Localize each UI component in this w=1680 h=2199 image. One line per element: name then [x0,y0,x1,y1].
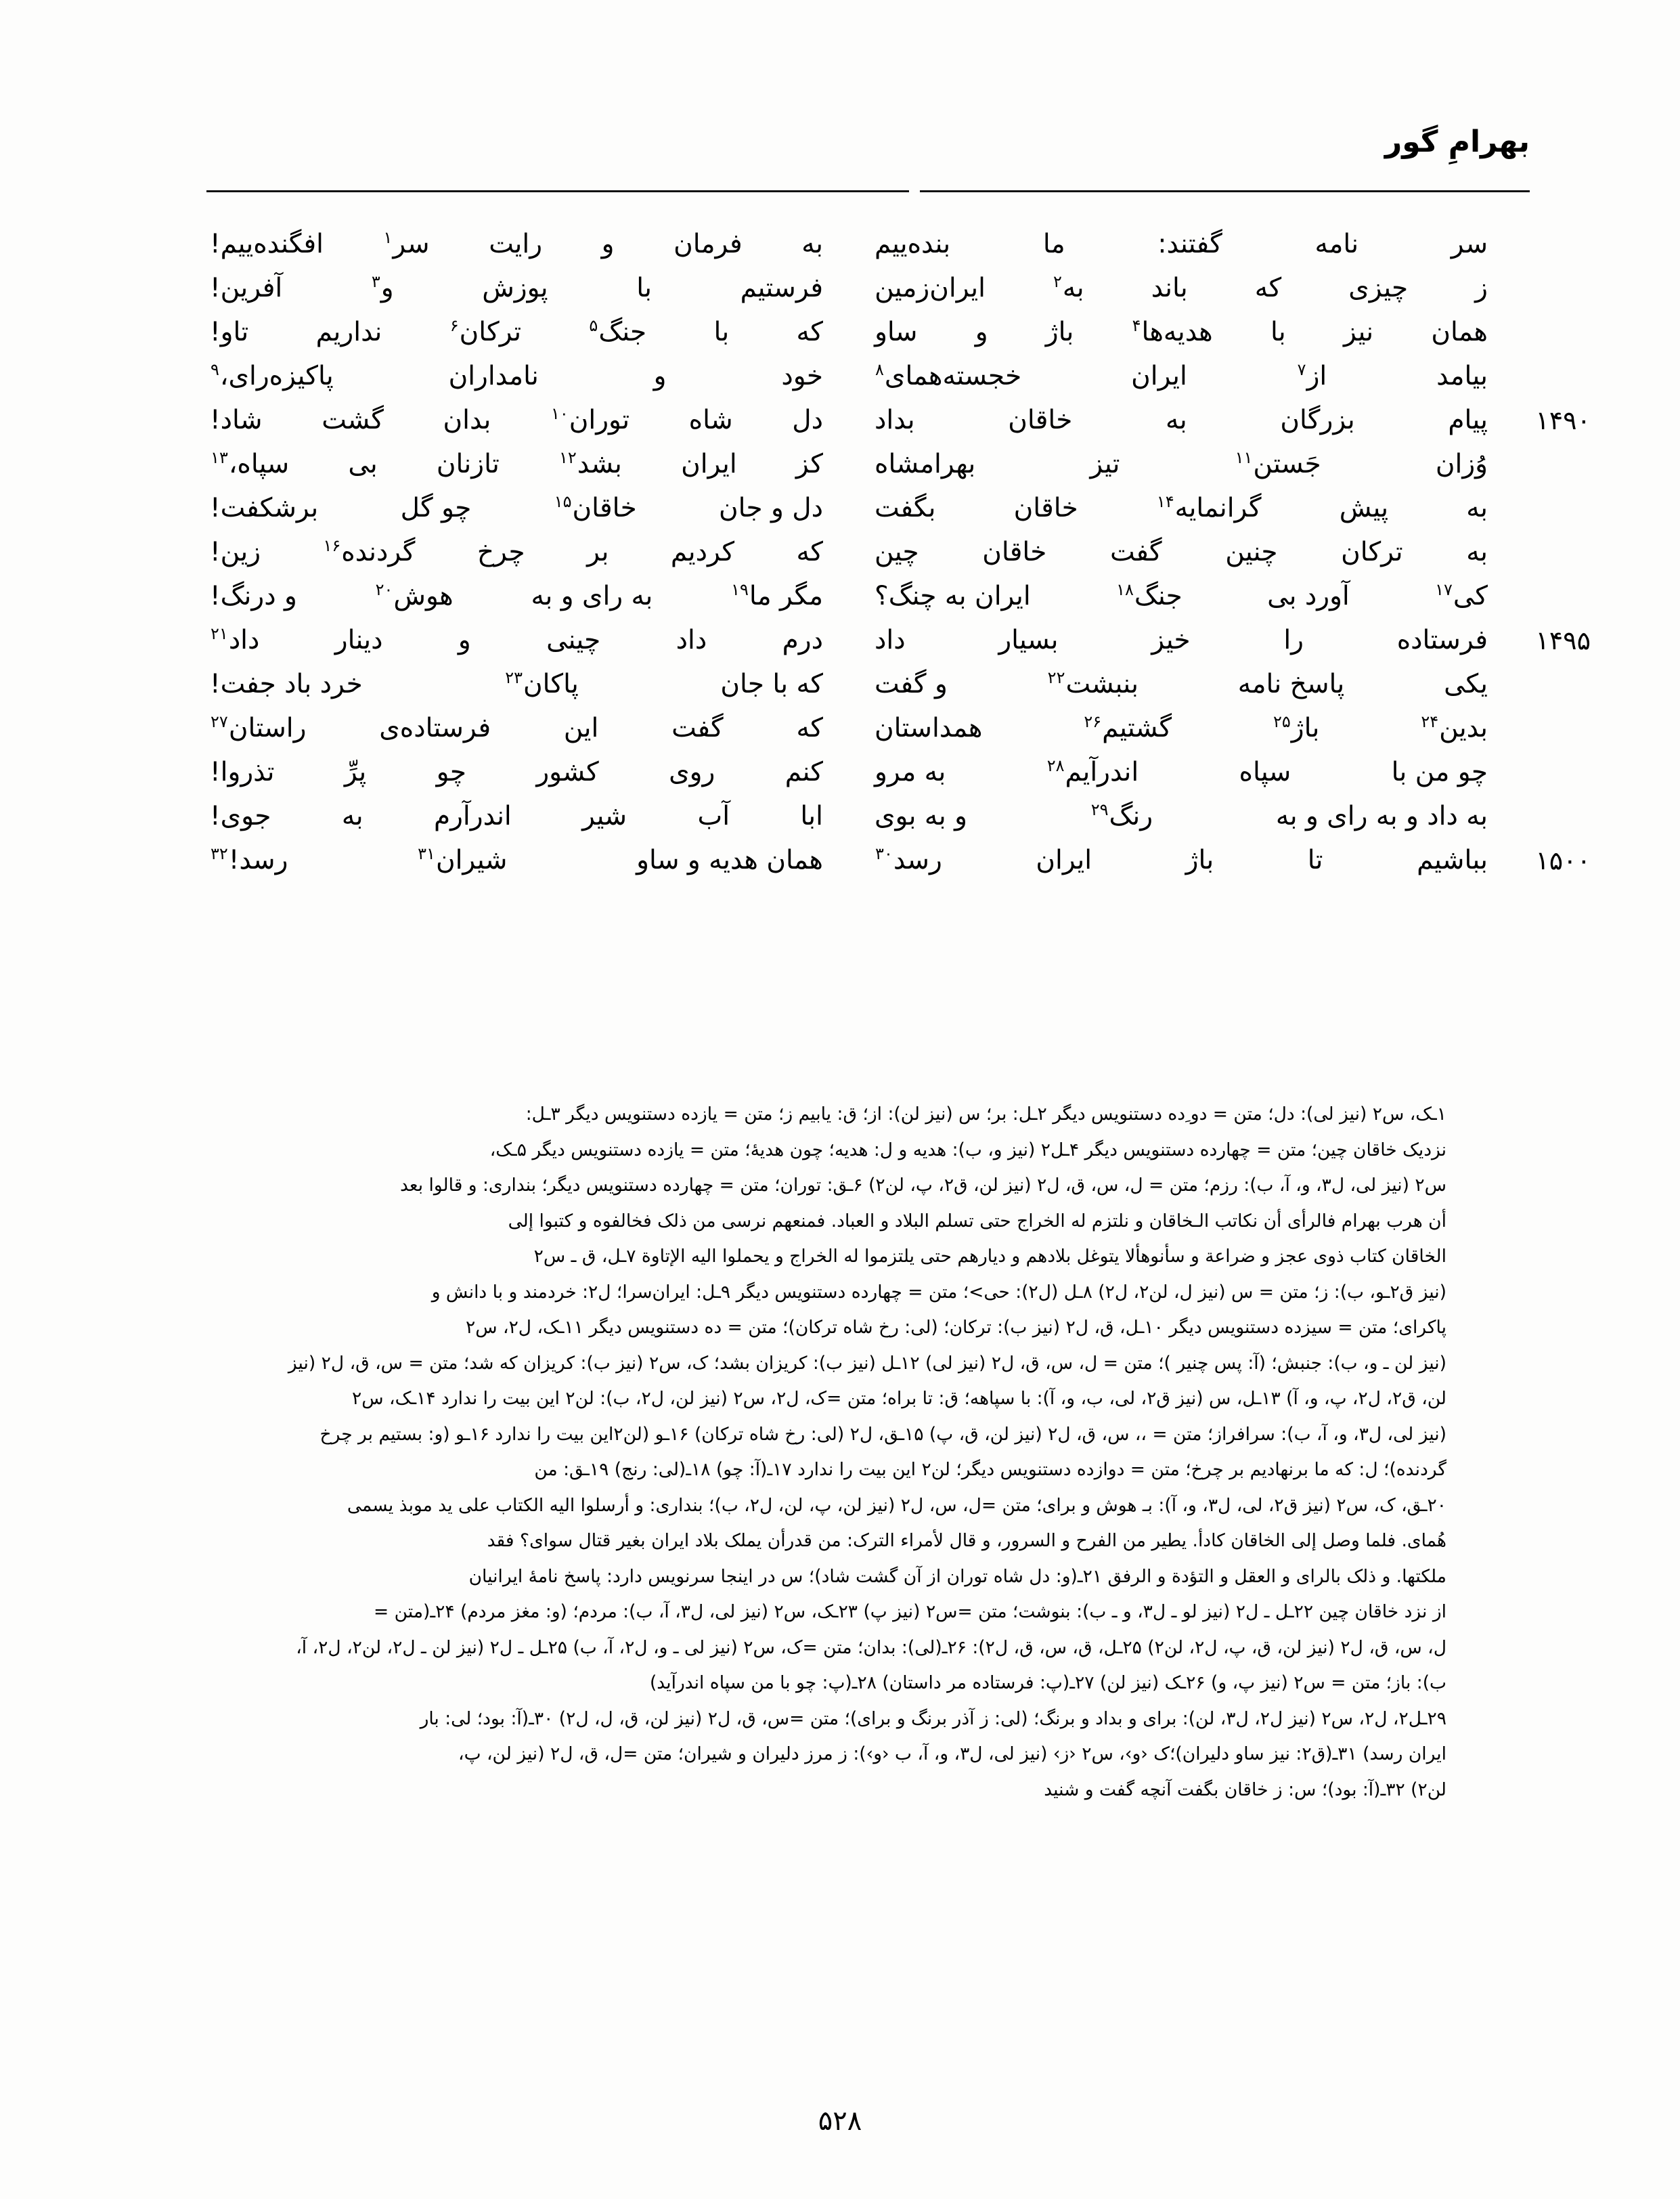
hemistich-right [852,443,1511,485]
verse-word: تذروا! [210,757,275,787]
verse-word: بنده‌ییم [875,229,951,259]
verse-line [210,267,1511,311]
verse-word: نداریم [315,317,382,347]
hemistich-left [196,311,852,353]
verse-word: به [1466,493,1488,523]
verse-word: بسیار [998,625,1059,655]
verse-word: پاکان$^{۲۳}$ [505,668,579,699]
hemistich-left [196,663,852,705]
verse-word: داد [676,625,707,655]
verse-word: خجسته‌همای$^۸$ [875,360,1022,391]
apparatus-line: (نیز ق۲ـو، ب): ز؛ متن = س (نیز ل، لن۲، ل۲) ۸ـل (ل۲): حی>؛ متن = چهارده دستنویس دیگر ۹ـل: ایران‌سرا؛ ل۲: خردمند و با دانش و [431,1281,1446,1303]
verse-word: جنگ$^۵$ [589,316,647,347]
verse-word: که [796,537,823,567]
verse-word: را [1283,625,1304,655]
verse-word: تیز [1090,449,1120,479]
verse-number: ۱۵۰۰ [1535,846,1591,875]
verse-number: ۱۴۹۵ [1535,626,1591,655]
verse-word: خاقان$^{۱۵}$ [554,492,637,523]
verse-word: سپاه،$^{۱۳}$ [211,448,290,479]
hemistich-right [852,223,1511,265]
verse-line [211,355,1511,399]
apparatus-line: لن۲) ۳۲ـ(آ: بود)؛ س: ز خاقان بگفت آنچه گفت و شنید [1044,1779,1446,1800]
header-rule [206,190,1530,192]
verse-word: و$^۳$ [371,272,394,303]
verse-word: به [1466,537,1488,567]
hemistich-right [852,531,1511,573]
verse-word: راستان$^{۲۷}$ [211,712,307,743]
verse-word: ابا [800,801,823,831]
hemistich-left [196,267,852,309]
verse-word: شاه [688,405,733,435]
verse-word: فرمان [673,229,743,259]
verse-word: وُزان [1435,449,1488,479]
verse-word: که [1254,273,1282,303]
verse-word: بدین$^{۲۴}$ [1421,712,1488,743]
footnote-marker: ۹ [211,360,219,379]
verse-word: همداستان [875,713,983,743]
verse-word: توران$^{۱۰}$ [550,404,630,435]
hemistich-left [196,443,852,485]
verse-word: پاکیزه‌رای،$^۹$ [211,360,334,391]
verse-word: ترکان$^۶$ [449,316,522,347]
hemistich-left [196,575,852,617]
apparatus-line: أن هرب بهرام فالرأی أن نکاتب الـخاقان و نلتزم له الخراج حتی تسلم البلاد و العباد. فمنعهم نرسی من ذلک فخالفوه و کتبوا إلی [508,1210,1446,1232]
page-header [206,127,1530,192]
verse-word: ایران [1036,845,1092,875]
verse-word: این [563,713,599,743]
hemistich-left [196,531,852,573]
verse-word: که با جان [720,669,823,699]
verse-word: گفت [1110,537,1162,567]
hemistich-left [196,707,852,749]
verse-word: آب [697,801,730,831]
hemistich-right [852,575,1511,617]
verse-word: ز [1475,273,1488,303]
verse-word: رنگ$^{۲۹}$ [1090,800,1153,831]
verse-word: سپاه [1239,757,1291,787]
verse-word: بباشیم [1417,845,1488,875]
verse-word: گشتیم$^{۲۶}$ [1084,712,1172,743]
footnote-marker: ۲۸ [1046,756,1065,775]
hemistich-right [852,399,1591,441]
verse-word: به [341,801,363,831]
apparatus-line: هُمای. فلما وصل إلی الخاقان کادأ. یطیر من الفرح و السرور، و قال لأمراء الترک: من قدرأن یملک بلاد ایران بغیر قتال سوای؟ فقد [487,1530,1446,1551]
verse-word: از$^۷$ [1297,360,1327,391]
apparatus-line: ل، س، ق، ل۲ (نیز لن، ق، پ، ل۲، لن۲) ۲۵ـل، ق، س، ق، ل۲): ۲۶ـ(لی): بدان؛ متن =ک، س۲ (نیز لی ـ و، ل۲، آ، ب) ۲۵ـل ـ ل۲ (نیز لن ـ ل۲، لن۲، ل۲، آ، [296,1636,1446,1658]
hemistich-left [196,223,852,265]
verse-word: خاقان [1008,405,1073,435]
footnote-marker: ۵ [589,316,598,335]
verse-word: گردنده$^{۱۶}$ [323,536,416,567]
footnote-marker: ۲۰ [375,580,393,599]
verse-word: کشور [536,757,599,787]
apparatus-line: ب): باز؛ متن = س۲ (نیز پ، و) ۲۶ـک (نیز لن) ۲۷ـ(پ: فرستاده مر داستان) ۲۸ـ(پ: چو با من سپاه اندرآید) [649,1672,1446,1693]
hemistich-right [852,355,1511,397]
footnote-marker: ۲۷ [211,712,228,731]
verse-word: چینی [546,625,601,655]
verse-word: نامه [1314,229,1359,259]
verse-word: نامداران [448,361,539,391]
verse-word: تاو! [210,317,249,347]
verse-word: چنین [1225,537,1278,567]
footnote-marker: ۱۴ [1156,492,1174,511]
hemistich-left [196,399,852,441]
verse-word: ایران [681,449,737,479]
running-head-title: بهرامِ گور [1384,125,1530,159]
verse-word: کی$^{۱۷}$ [1435,580,1488,611]
footnote-marker: ۱۶ [323,536,341,555]
critical-apparatus [240,1097,1446,1808]
verse-word: و [458,625,471,655]
verse-word: تا [1307,845,1323,875]
hemistich-right [852,752,1511,793]
verse-word: چو گل [400,493,472,523]
verse-word: به [1166,405,1187,435]
verse-line [210,752,1511,796]
verse-word: به رای و به [531,581,653,611]
verse-line [210,399,1591,443]
verse-word: کز [795,449,823,479]
footnote-marker: ۷ [1297,360,1306,379]
hemistich-right [852,267,1511,309]
footnote-marker: ۳۰ [875,844,893,863]
verse-word: پرِّ [344,757,367,787]
footnote-marker: ۳ [371,272,380,291]
verse-word: پیش [1339,493,1389,523]
verse-line [210,487,1511,531]
verse-word: برشکفت! [210,493,319,523]
verse-word: بشد$^{۱۲}$ [559,448,622,479]
verse-word: فرستیم [740,273,823,303]
footnote-marker: ۲ [1053,272,1062,291]
verse-word: بداد [875,405,915,435]
verse-word: تازنان [436,449,500,479]
verse-word: هدیه‌ها$^۴$ [1132,316,1213,347]
verse-word: چو من با [1391,757,1488,787]
verse-word: رسد$^{۳۰}$ [875,844,942,875]
verse-word: چرخ [477,537,525,567]
verse-word: گشت [322,405,384,435]
footnote-marker: ۲۵ [1273,712,1291,731]
footnote-marker: ۸ [875,360,884,379]
verse-word: ایران [1131,361,1187,391]
verse-word: باژ$^{۲۵}$ [1273,712,1320,743]
verse-line [210,311,1511,355]
verse-word: چیزی [1348,273,1409,303]
verse-word: باند [1151,273,1188,303]
verse-word: که [796,713,823,743]
footnote-marker: ۳۲ [211,844,228,863]
verse-word: باژ [1045,317,1074,347]
footnote-marker: ۲۹ [1090,800,1109,819]
hemistich-right [852,707,1511,749]
verse-word: ساو [875,317,918,347]
verse-word: اندرآرم [433,801,512,831]
verse-line [211,443,1511,487]
verse-word: همان هدیه و ساو [636,845,823,875]
hemistich-left [196,487,852,529]
verse-word: رایت [489,229,543,259]
footnote-marker: ۱۹ [731,580,749,599]
hemistich-left [196,752,852,793]
footnote-marker: ۱۰ [550,404,569,423]
hemistich-right [852,840,1591,881]
footnote-marker: ۱ [383,228,393,247]
verse-word: بدان [443,405,491,435]
verse-word: یکی [1444,669,1488,699]
verse-word: جَستن$^{۱۱}$ [1235,448,1321,479]
hemistich-right [852,663,1511,705]
verse-word: و به بوی [875,801,967,831]
verse-word: به [801,229,823,259]
verse-word: دل و جان [719,493,823,523]
footnote-marker: ۴ [1132,316,1141,335]
verse-word: و درنگ! [210,581,297,611]
verse-word: زین! [210,537,261,567]
verse-word: با [713,317,730,347]
verse-word: رسد!$^{۳۲}$ [211,844,288,875]
verse-word: و گفت [875,669,948,699]
verse-number: ۱۴۹۰ [1535,406,1591,435]
verse-block [210,223,1591,884]
verse-word: چین [875,537,919,567]
verse-word: افگنده‌ییم! [210,229,324,259]
verse-word: داد [875,625,906,655]
verse-word: آورد بی [1267,581,1350,611]
verse-word: و [975,317,988,347]
verse-word: دینار [334,625,383,655]
header-rule-gap [909,190,920,192]
verse-word: کنم [784,757,823,787]
verse-word: بهرامشاه [875,449,976,479]
verse-word: جوی! [210,801,271,831]
verse-word: ایران‌زمین [875,273,986,303]
footnote-marker: ۱۲ [559,448,577,467]
verse-word: جنگ$^{۱۸}$ [1116,580,1182,611]
verse-word: ما [1042,229,1065,259]
verse-word: شیر [582,801,627,831]
verse-word: خاقان [1013,493,1078,523]
footnote-marker: ۱۵ [554,492,572,511]
apparatus-line: ملکتها. و ذلک بالرای و العقل و التؤدة و الرفق ۲۱ـ(و: دل شاه توران از آن گشت شاد)؛ س در اینجا سرنویس دارد: پاسخ نامهٔ ایرانیان [468,1565,1446,1587]
hemistich-left [196,619,852,661]
verse-line [210,531,1511,575]
verse-word: گفتند: [1157,229,1222,259]
verse-word: با [1270,317,1286,347]
hemistich-right [852,311,1511,353]
apparatus-line: ایران رسد) ۳۱ـ(ق۲: نیز ساو دلیران)؛ک ‹و›، س۲ ‹ز› (نیز لی، ل۳، و، آ، ب ‹و›): ز مرز دلیران و شیران؛ متن =ل، ق، ل۲ (نیز لن، پ، [458,1743,1446,1764]
verse-word: فرستاده‌ی [379,713,491,743]
verse-word: چو [436,757,466,787]
verse-word: و [653,361,667,391]
verse-line [210,223,1511,267]
verse-word: داد$^{۲۱}$ [211,624,260,655]
verse-line [211,840,1591,884]
verse-word: بگفت [875,493,936,523]
hemistich-left [196,840,852,881]
verse-word: بنبشت$^{۲۲}$ [1047,668,1139,699]
footnote-marker: ۱۳ [211,448,228,467]
footnote-marker: ۱۸ [1116,580,1134,599]
apparatus-line: ۲۹ـل۲، ل۲، س۲ (نیز ل۲، ل۳، لن): برای و بداد و برنگ؛ (لی: ز آذر برنگ و برای)؛ متن =س، ق، ل۲ (نیز لن، ق، ل، ل۲) ۳۰ـ(آ: بود؛ لی: بار [420,1707,1446,1729]
verse-word: به داد و به رای و به [1275,801,1488,831]
footnote-marker: ۲۲ [1047,668,1065,687]
hemistich-right [852,796,1511,837]
verse-word: بیامد [1436,361,1488,391]
verse-word: که [796,317,823,347]
verse-word: پوزش [482,273,548,303]
verse-word: پاسخ نامه [1237,669,1345,699]
folio-number: ۵۲۸ [818,2106,862,2137]
footnote-marker: ۲۶ [1084,712,1102,731]
verse-word: به مرو [875,757,946,787]
apparatus-line: (نیز لن ـ و، ب): جنبش؛ (آ: پس چنیر )؛ متن = ل، س، ق، ل۲ (نیز لی) ۱۲ـل (نیز ب): کریزان بشد؛ ک، س۲ (نیز ب): کریزان که شد؛ متن = س، ق، ل۲ (نیز [288,1352,1446,1374]
verse-word: گفت [671,713,724,743]
verse-line [211,707,1511,752]
apparatus-line: ۲۰ـق، ک، س۲ (نیز ق۲، لی، ل۳، و، آ): بـ هوش و برای؛ متن =ل، س، ل۲ (نیز لن، پ، لن، ل۲، ب)؛ بنداری: و أرسلوا الیه الکتاب علی ید موبذ یسمی [347,1494,1446,1516]
hemistich-right [852,487,1511,529]
apparatus-line: نزدیک خاقان چین؛ متن = چهارده دستنویس دیگر ۴ـل۲ (نیز و، ب): هدیه و ل: هدیه؛ چون هدیهٔ؛ متن = یازده دستنویس دیگر ۵ـک، [489,1139,1446,1160]
verse-word: پیام [1448,405,1488,435]
verse-word: روی [669,757,715,787]
verse-line [210,575,1511,619]
apparatus-line: (نیز لی، ل۳، و، آ، ب): سرافراز؛ متن = ،، س، ق، ل۲ (نیز لن، ق، پ) ۱۵ـق، ل۲ (لی: رخ شاه ترکان) ۱۶ـو (لن۲این بیت را ندارد ۱۶ـو (و: بستیم بر چرخ [319,1423,1446,1445]
hemistich-right [852,619,1591,661]
verse-line [211,619,1591,663]
verse-word: دل [792,405,823,435]
footnote-marker: ۶ [449,316,459,335]
verse-word: خرد باد جفت! [210,669,363,699]
verse-word: آفرین! [210,273,283,303]
verse-word: به$^۲$ [1053,272,1084,303]
verse-word: شاد! [210,405,263,435]
verse-word: خیز [1151,625,1191,655]
apparatus-line: الخاقان کتاب ذوی عجز و ضراعة و سأنوهألا یتوغل بلادهم و دیارهم حتی یلتزموا له الخراج و یحملوا الیه الإتاوة ۷ـل، ق ـ س۲ [533,1246,1446,1267]
verse-word: هوش$^{۲۰}$ [375,580,454,611]
verse-word: ترکان [1341,537,1403,567]
verse-word: اندرآیم$^{۲۸}$ [1046,756,1139,787]
verse-word: همان [1431,317,1488,347]
verse-word: با [636,273,653,303]
verse-word: سر$^۱$ [383,228,430,259]
apparatus-line: گردنده)؛ ل: که ما برنهادیم بر چرخ؛ متن = دوازده دستنویس دیگر؛ لن۲ این بیت را ندارد ۱۷ـ(آ: چو) ۱۸ـ(لی: رنج) ۱۹ـق: من [534,1459,1446,1480]
footnote-marker: ۱۱ [1235,448,1253,467]
verse-word: فرستاده [1396,625,1488,655]
apparatus-line: ۱ـک، س۲ (نیز لی): دل؛ متن = دو ِده دستنویس دیگر ۲ـل: بر؛ س (نیز لن): از؛ ق: یابیم ز؛ متن = یازده دستنویس دیگر ۳ـل: [525,1104,1446,1125]
verse-word: سر [1451,229,1488,259]
verse-word: نیز [1343,317,1374,347]
verse-word: کردیم [670,537,735,567]
footnote-marker: ۲۱ [211,624,228,643]
footnote-marker: ۲۳ [505,668,523,687]
verse-word: درم [782,625,823,655]
apparatus-line: از نزد خاقان چین ۲۲ـل ـ ل۲ (نیز لو ـ ل۳، و ـ ب): بنوشت؛ متن =س۲ (نیز پ) ۲۳ـک، س۲ (نیز لی، ل۳، آ، ب): مردم؛ (و: مغز مردم) ۲۴ـ(متن = [374,1601,1446,1622]
verse-word: خود [781,361,823,391]
verse-word: گرانمایه$^{۱۴}$ [1156,492,1262,523]
footnote-marker: ۲۴ [1421,712,1439,731]
verse-word: بزرگان [1280,405,1355,435]
verse-word: شیران$^{۳۱}$ [418,844,508,875]
apparatus-line: س۲ (نیز لی، ل۳، و، آ، ب): رزم؛ متن = ل، س، ق، ل۲ (نیز لن، ق۲، پ، لن۲) ۶ـق: توران؛ متن = چهارده دستنویس دیگر؛ بنداری: و قالوا بعد [400,1175,1446,1196]
verse-word: باژ [1185,845,1214,875]
verse-line [210,796,1511,840]
footnote-marker: ۱۷ [1435,580,1453,599]
footnote-marker: ۳۱ [418,844,435,863]
verse-word: بر [587,537,609,567]
verse-word: خاقان [982,537,1047,567]
apparatus-line: پاکرای؛ متن = سیزده دستنویس دیگر ۱۰ـل، ق، ل۲ (نیز ب): ترکان؛ (لی: رخ شاه ترکان)؛ متن = ده دستنویس دیگر ۱۱ـک، ل۲، س۲ [466,1317,1446,1338]
verse-word: مگر ما$^{۱۹}$ [731,580,823,611]
verse-word: ایران به چنگ؟ [875,581,1031,611]
apparatus-line: لن، ق۲، ل۲، پ، و، آ) ۱۳ـل، س (نیز ق۲، لی، ب، و، آ): با سپاهه؛ ق: تا براه؛ متن =ک، ل۲، س۲ (نیز لن، ل۲، ب): لن۲ این بیت را ندارد ۱۴ـک، س۲ [352,1388,1446,1409]
hemistich-left [196,355,852,397]
hemistich-left [196,796,852,837]
verse-line [210,663,1511,707]
verse-word: و [601,229,615,259]
verse-word: بی [348,449,378,479]
